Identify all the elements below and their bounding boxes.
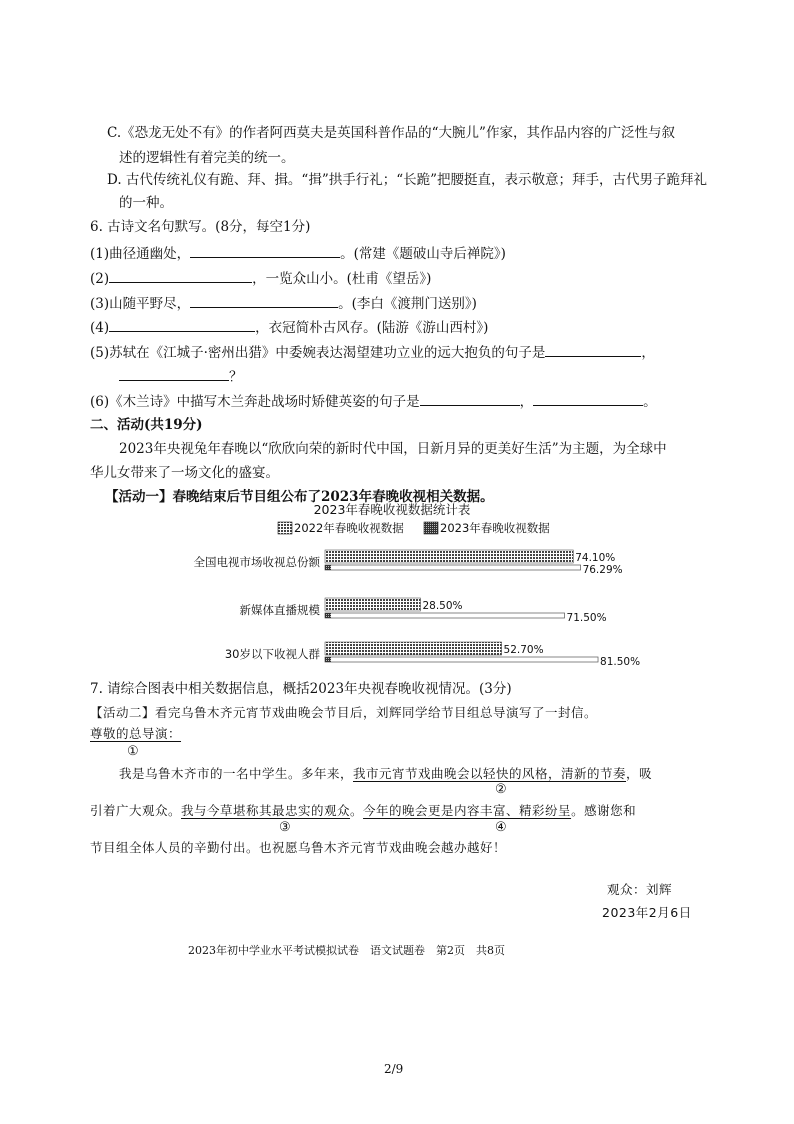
letter-p1-c: ，吸 [626, 766, 653, 781]
q6-item-4 [90, 317, 488, 338]
q6-item-5-text-a: (5)苏轼在《江城子·密州出猎》中委婉表达渴望建功立业的远大抱负的句子是 [90, 345, 546, 361]
bar-label-2022: 74.10% [575, 552, 616, 564]
bar-label-2022: 28.50% [422, 600, 463, 612]
section-2-title: 二、活动(共19分) [90, 417, 203, 433]
category-label: 新媒体直播规模 [239, 603, 320, 617]
q6-item-3-text-b: 。(李白《渡荆门送别》) [338, 296, 477, 312]
letter-p1-a: 我是乌鲁木齐市的一名中学生。多年来， [119, 766, 354, 781]
marker-4: ④ [495, 820, 507, 835]
bar-2023 [325, 657, 598, 662]
category-label: 全国电视市场收视总份额 [193, 555, 320, 569]
q6-item-5-text-b: ， [641, 345, 655, 361]
legend-swatch-2 [424, 522, 438, 534]
section-2-intro-line2: 华儿女带来了一场文化的盛宴。 [90, 465, 279, 481]
q6-item-1-text-b: 。(常建《题破山寺后禅院》) [340, 246, 506, 262]
q6-item-6-text-a: (6)《木兰诗》中描写木兰奔赴战场时矫健英姿的句子是 [90, 394, 420, 410]
page-number: 2/9 [384, 1062, 404, 1076]
q6-item-2-text-a: (2) [90, 271, 110, 287]
marker-3: ③ [279, 820, 291, 835]
answer-blank[interactable] [119, 366, 229, 381]
letter-date: 2023年2月6日 [602, 905, 692, 920]
letter-paragraph-line1 [119, 764, 652, 784]
q6-item-6-text-b: ， [519, 394, 534, 410]
answer-blank[interactable] [109, 268, 252, 283]
answer-blank[interactable] [533, 391, 643, 406]
sentence-3: 我与今草堪称其最忠实的观众 [181, 803, 351, 818]
q6-item-1-text-a: (1)曲径通幽处， [90, 246, 191, 262]
q6-item-6 [90, 391, 657, 412]
letter-p2-a: 引着广大观众。 [90, 803, 182, 818]
q6-item-6-text-c: 。 [643, 394, 657, 410]
q6-item-5-text-c: ？ [229, 369, 243, 385]
q5-option-d-line2: 的一种。 [119, 195, 173, 211]
bar-2022 [325, 550, 573, 563]
legend-swatch-1 [278, 522, 292, 534]
bar-2022 [325, 642, 502, 655]
sentence-2: 我市元宵节戏曲晚会以轻快的风格，清新的节奏 [353, 766, 627, 781]
bar-2023 [325, 613, 565, 618]
q7-text: 7. 请综合图表中相关数据信息，概括2023年央视春晚收视情况。(3分) [90, 681, 512, 697]
bar-label-2023: 76.29% [582, 564, 623, 576]
legend-label-2: 2023年春晚收视数据 [440, 521, 550, 535]
category-label: 30岁以下收视人群 [224, 647, 320, 661]
bar-label-2023: 71.50% [566, 612, 607, 624]
q6-item-5-line2 [119, 366, 243, 387]
q6-item-1 [90, 243, 506, 264]
bar-2023-marker [325, 613, 331, 618]
q6-item-5-line1 [90, 342, 655, 363]
q5-option-d-line1: D. 古代传统礼仪有跪、拜、揖。“揖”拱手行礼；“长跪”把腰挺直，表示敬意；拜手，古代男子跪拜礼 [107, 172, 708, 188]
activity-2-text: 【活动二】看完乌鲁木齐元宵节戏曲晚会节目后，刘辉同学给节目组总导演写了一封信。 [90, 705, 598, 720]
bar-2023-marker [325, 657, 331, 662]
q6-item-2 [90, 268, 431, 289]
bar-2023-marker [325, 565, 331, 570]
q6-item-3-text-a: (3)山随平野尽， [90, 296, 191, 312]
answer-blank[interactable] [190, 243, 340, 258]
section-2-intro-line1: 2023年央视兔年春晚以“欣欣向荣的新时代中国，日新月异的更美好生活”为主题，为全球中 [119, 441, 667, 457]
letter-greeting: 尊敬的总导演： [90, 726, 182, 741]
letter-p2-c: 。 [350, 803, 364, 818]
answer-blank[interactable] [420, 391, 520, 406]
q6-item-2-text-b: ，一览众山小。(杜甫《望岳》) [252, 271, 432, 287]
q6-item-4-text-b: ，衣冠简朴古风存。(陆游《游山西村》) [255, 320, 489, 336]
chart-title: 2023年春晚收视数据统计表 [313, 502, 471, 517]
bar-label-2023: 81.50% [600, 656, 641, 668]
answer-blank[interactable] [190, 293, 338, 308]
q6-item-3 [90, 293, 477, 314]
marker-2: ② [495, 782, 507, 797]
bar-2023 [325, 565, 581, 570]
bar-label-2022: 52.70% [503, 644, 544, 656]
q5-option-c-line1: C.《恐龙无处不有》的作者阿西莫夫是英国科普作品的“大腕儿”作家，其作品内容的广泛性与叙 [107, 125, 675, 141]
q6-title: 6. 古诗文名句默写。(8分，每空1分) [90, 219, 311, 235]
legend-label-1: 2022年春晚收视数据 [294, 521, 404, 535]
letter-paragraph-line2 [90, 801, 636, 821]
q5-option-c-line2: 述的逻辑性有着完美的统一。 [119, 150, 295, 166]
letter-p2-e: 。感谢您和 [571, 803, 637, 818]
marker-1: ① [127, 744, 139, 759]
bar-2022 [325, 598, 420, 611]
sentence-4: 今年的晚会更是内容丰富、精彩纷呈 [363, 803, 572, 818]
answer-blank[interactable] [109, 317, 255, 332]
letter-signature: 观众：刘辉 [607, 882, 673, 897]
exam-footer: 2023年初中学业水平考试模拟试卷 语文试题卷 第2页 共8页 [188, 944, 505, 957]
q6-item-4-text-a: (4) [90, 320, 110, 336]
letter-paragraph-line3: 节目组全体人员的辛勤付出。也祝愿乌鲁木齐元宵节戏曲晚会越办越好！ [90, 840, 507, 855]
activity-1-label: 【活动一】春晚结束后节目组公布了2023年春晚收视相关数据。 [105, 489, 494, 505]
chart-svg [170, 500, 641, 672]
answer-blank[interactable] [545, 342, 641, 357]
